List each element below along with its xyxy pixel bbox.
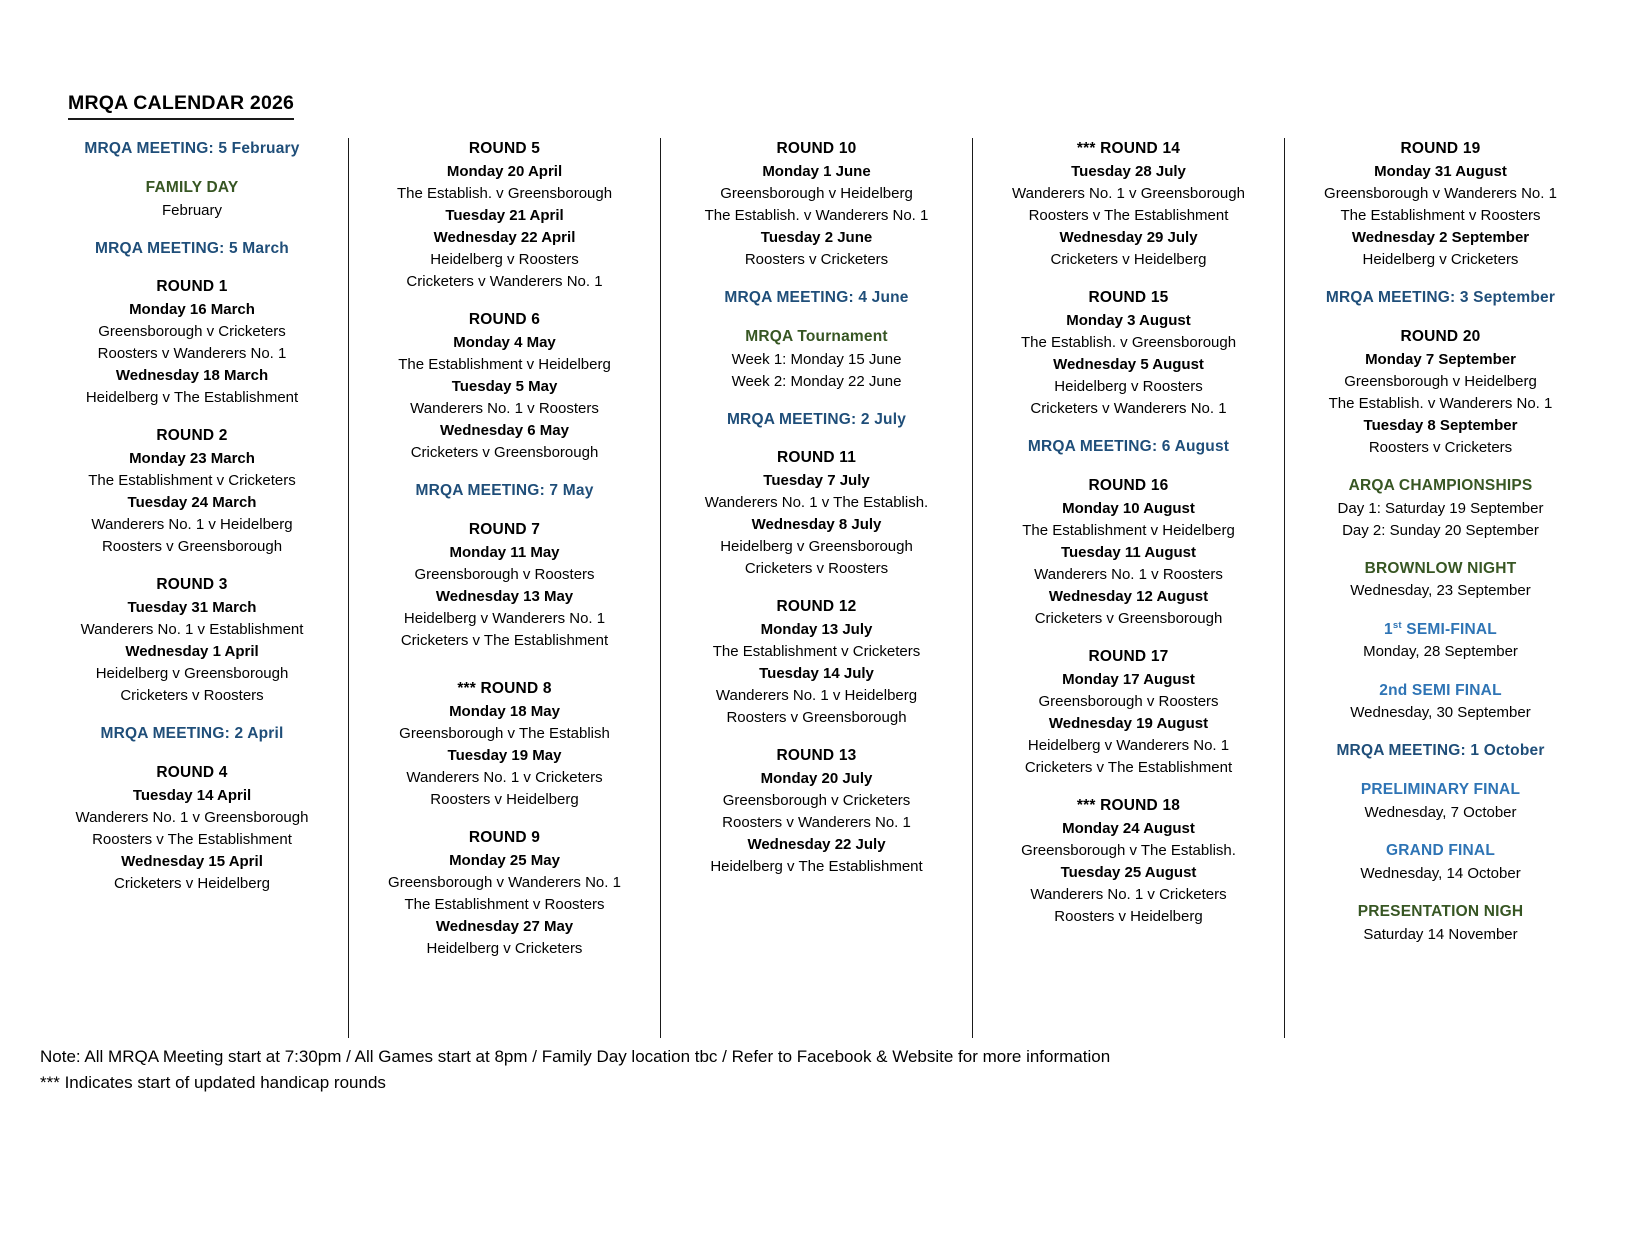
calendar-block bbox=[981, 475, 1276, 630]
block-heading: ARQA CHAMPIONSHIPS bbox=[1348, 476, 1533, 494]
calendar-block bbox=[669, 596, 964, 729]
fixture-date: Monday 10 August bbox=[1062, 499, 1195, 517]
fixture-date: Tuesday 14 July bbox=[759, 665, 874, 683]
fixture-line: Wednesday, 14 October bbox=[1360, 864, 1521, 882]
fixture-line: Wednesday, 23 September bbox=[1350, 582, 1531, 600]
fixture-line: Heidelberg v Roosters bbox=[430, 250, 579, 268]
fixture-line: Greensborough v The Establish. bbox=[1021, 841, 1236, 859]
fixture-line: Wanderers No. 1 v Greensborough bbox=[1012, 184, 1245, 202]
calendar-block bbox=[1293, 840, 1588, 885]
block-heading: ROUND 2 bbox=[156, 427, 228, 445]
fixture-line: Cricketers v Heidelberg bbox=[114, 875, 270, 893]
calendar-block bbox=[357, 519, 652, 652]
fixture-date: Wednesday 19 August bbox=[1048, 714, 1209, 732]
fixture-line: Roosters v Cricketers bbox=[744, 250, 889, 268]
fixture-line: The Establishment v Heidelberg bbox=[1022, 521, 1235, 539]
fixture-date: Wednesday 13 May bbox=[435, 587, 574, 605]
calendar-block bbox=[1293, 558, 1588, 603]
fixture-line: Heidelberg v Greensborough bbox=[720, 538, 913, 556]
fixture-date: Monday 7 September bbox=[1365, 350, 1516, 368]
fixture-date: Monday 13 July bbox=[760, 621, 873, 639]
calendar-block bbox=[1293, 740, 1588, 763]
footer-notes bbox=[40, 1044, 1110, 1097]
column-5 bbox=[1284, 138, 1596, 1038]
note-line-1: Note: All MRQA Meeting start at 7:30pm / All Games start at 8pm / Family Day location tbc / Refer to Facebook & Website for more information bbox=[40, 1047, 1111, 1066]
calendar-block bbox=[1293, 326, 1588, 459]
fixture-date: Wednesday 6 May bbox=[440, 422, 569, 440]
fixture-line: Roosters v Heidelberg bbox=[430, 790, 579, 808]
fixture-line: Cricketers v Wanderers No. 1 bbox=[406, 273, 603, 291]
calendar-columns bbox=[36, 138, 1596, 1038]
block-heading: BROWNLOW NIGHT bbox=[1364, 559, 1517, 577]
fixture-line: Week 1: Monday 15 June bbox=[731, 350, 902, 368]
block-heading: ROUND 1 bbox=[156, 278, 228, 296]
fixture-line: Cricketers v Heidelberg bbox=[1050, 250, 1207, 268]
block-heading: PRELIMINARY FINAL bbox=[1360, 781, 1521, 799]
calendar-block bbox=[1293, 475, 1588, 542]
calendar-block bbox=[1293, 901, 1588, 946]
fixture-line: Wanderers No. 1 v Roosters bbox=[1034, 565, 1223, 583]
fixture-date: Wednesday 12 August bbox=[1048, 587, 1209, 605]
fixture-line: The Establishment v Roosters bbox=[404, 895, 605, 913]
fixture-line: Roosters v Greensborough bbox=[101, 538, 283, 556]
fixture-date: Monday 25 May bbox=[449, 851, 560, 869]
fixture-line: Wednesday, 7 October bbox=[1364, 803, 1517, 821]
fixture-line: The Establish. v Greensborough bbox=[396, 184, 613, 202]
fixture-line: Wanderers No. 1 v Cricketers bbox=[406, 768, 603, 786]
fixture-date: Tuesday 28 July bbox=[1071, 162, 1186, 180]
fixture-date: Tuesday 2 June bbox=[760, 228, 873, 246]
page-title: MRQA CALENDAR 2026 bbox=[68, 92, 294, 120]
calendar-block bbox=[357, 138, 652, 293]
fixture-line: Cricketers v The Establishment bbox=[400, 631, 609, 649]
fixture-line: Roosters v The Establishment bbox=[92, 831, 292, 849]
calendar-block bbox=[1293, 138, 1588, 271]
fixture-line: Wednesday, 30 September bbox=[1350, 704, 1531, 722]
block-heading: MRQA Tournament bbox=[745, 327, 888, 345]
fixture-date: Wednesday 5 August bbox=[1053, 355, 1204, 373]
fixture-date: Tuesday 11 August bbox=[1060, 543, 1197, 561]
block-heading: ROUND 13 bbox=[776, 747, 857, 765]
fixture-line: Roosters v The Establishment bbox=[1028, 206, 1229, 224]
block-heading: 1st SEMI-FINAL bbox=[1384, 619, 1497, 638]
block-heading: MRQA MEETING: 5 February bbox=[84, 140, 300, 157]
fixture-line: The Establish. v Greensborough bbox=[1020, 333, 1237, 351]
fixture-date: Monday 1 June bbox=[762, 162, 871, 180]
block-heading: ROUND 15 bbox=[1088, 289, 1169, 307]
fixture-date: Monday 23 March bbox=[129, 450, 255, 468]
block-heading: ROUND 6 bbox=[468, 311, 541, 329]
fixture-line: Roosters v Wanderers No. 1 bbox=[97, 345, 287, 363]
fixture-date: Tuesday 31 March bbox=[127, 599, 257, 617]
fixture-date: Wednesday 27 May bbox=[435, 917, 574, 935]
block-heading: ROUND 10 bbox=[776, 140, 857, 157]
fixture-line: Heidelberg v Wanderers No. 1 bbox=[1027, 736, 1230, 754]
fixture-line: Roosters v Cricketers bbox=[1368, 438, 1513, 456]
column-4 bbox=[972, 138, 1284, 1038]
block-heading: ROUND 19 bbox=[1400, 140, 1481, 157]
calendar-block bbox=[357, 827, 652, 960]
fixture-line: Greensborough v Heidelberg bbox=[1344, 372, 1537, 390]
calendar-block bbox=[669, 447, 964, 580]
fixture-date: Monday 17 August bbox=[1062, 670, 1195, 688]
fixture-line: Heidelberg v Cricketers bbox=[1362, 250, 1519, 268]
block-heading: MRQA MEETING: 2 July bbox=[726, 410, 907, 428]
fixture-line: Week 2: Monday 22 June bbox=[731, 372, 902, 390]
calendar-block bbox=[669, 138, 964, 271]
fixture-date: Wednesday 1 April bbox=[125, 643, 259, 661]
block-heading: 2nd SEMI FINAL bbox=[1379, 681, 1502, 699]
fixture-line: Monday, 28 September bbox=[1363, 643, 1518, 661]
fixture-line: Cricketers v Greensborough bbox=[1034, 609, 1223, 627]
fixture-line: Greensborough v Cricketers bbox=[722, 792, 911, 810]
fixture-date: Monday 16 March bbox=[129, 301, 255, 319]
fixture-line: Wanderers No. 1 v Roosters bbox=[410, 399, 599, 417]
block-heading: ROUND 17 bbox=[1088, 647, 1169, 665]
fixture-line: Greensborough v Wanderers No. 1 bbox=[388, 873, 621, 891]
fixture-line: Heidelberg v Greensborough bbox=[95, 665, 289, 683]
calendar-block bbox=[44, 238, 340, 261]
calendar-block bbox=[669, 287, 964, 310]
block-heading: ROUND 16 bbox=[1088, 476, 1169, 494]
calendar-block bbox=[669, 745, 964, 878]
calendar-block bbox=[357, 480, 652, 503]
block-heading: MRQA MEETING: 6 August bbox=[1027, 438, 1230, 456]
fixture-line: Cricketers v Roosters bbox=[744, 560, 889, 578]
fixture-date: Wednesday 8 July bbox=[751, 516, 882, 534]
calendar-block bbox=[981, 646, 1276, 779]
fixture-line: Heidelberg v Wanderers No. 1 bbox=[403, 609, 606, 627]
block-heading: ROUND 5 bbox=[468, 140, 541, 157]
fixture-date: Wednesday 29 July bbox=[1059, 228, 1198, 246]
fixture-line: The Establish. v Wanderers No. 1 bbox=[1328, 394, 1553, 412]
column-1 bbox=[36, 138, 348, 895]
fixture-line: Heidelberg v Roosters bbox=[1054, 377, 1203, 395]
calendar-block bbox=[981, 795, 1276, 928]
block-heading: MRQA MEETING: 5 March bbox=[95, 239, 289, 257]
block-heading: MRQA MEETING: 1 October bbox=[1336, 742, 1545, 760]
fixture-line: The Establishment v Cricketers bbox=[712, 643, 921, 661]
fixture-line: Cricketers v The Establishment bbox=[1024, 758, 1233, 776]
fixture-date: Wednesday 18 March bbox=[115, 367, 269, 385]
block-heading: *** ROUND 18 bbox=[1076, 796, 1181, 814]
calendar-block bbox=[357, 309, 652, 464]
fixture-line: Wanderers No. 1 v Establishment bbox=[80, 621, 304, 639]
block-heading: ROUND 4 bbox=[156, 764, 228, 782]
calendar-block bbox=[669, 326, 964, 393]
fixture-line: Cricketers v Greensborough bbox=[410, 444, 599, 462]
fixture-line: Wanderers No. 1 v Greensborough bbox=[75, 809, 309, 827]
calendar-block bbox=[357, 678, 652, 811]
calendar-block bbox=[669, 409, 964, 432]
fixture-date: Monday 20 April bbox=[446, 162, 563, 180]
fixture-line: Greensborough v Roosters bbox=[414, 565, 595, 583]
fixture-line: Greensborough v Roosters bbox=[1038, 692, 1219, 710]
block-heading: MRQA MEETING: 4 June bbox=[724, 289, 909, 307]
fixture-line: Greensborough v Cricketers bbox=[98, 323, 286, 341]
fixture-date: Wednesday 2 September bbox=[1351, 228, 1530, 246]
fixture-date: Monday 31 August bbox=[1374, 162, 1507, 180]
calendar-block bbox=[1293, 680, 1588, 725]
fixture-line: Greensborough v The Establish bbox=[399, 724, 610, 742]
fixture-line: Cricketers v Roosters bbox=[120, 687, 264, 705]
fixture-line: Roosters v Wanderers No. 1 bbox=[722, 814, 911, 832]
block-heading: ROUND 3 bbox=[156, 576, 228, 594]
calendar-block bbox=[44, 276, 340, 409]
fixture-date: Monday 24 August bbox=[1062, 819, 1195, 837]
block-heading: *** ROUND 8 bbox=[457, 679, 552, 697]
fixture-date: Wednesday 22 July bbox=[747, 836, 886, 854]
fixture-line: Wanderers No. 1 v The Establish. bbox=[704, 494, 929, 512]
fixture-date: Tuesday 21 April bbox=[445, 206, 564, 224]
calendar-block bbox=[981, 287, 1276, 420]
fixture-line: Heidelberg v The Establishment bbox=[85, 389, 299, 407]
fixture-line: The Establishment v Heidelberg bbox=[398, 355, 611, 373]
block-heading: FAMILY DAY bbox=[145, 178, 239, 196]
block-heading: ROUND 9 bbox=[468, 828, 541, 846]
calendar-block bbox=[44, 574, 340, 707]
fixture-line: The Establish. v Wanderers No. 1 bbox=[704, 206, 929, 224]
calendar-block bbox=[981, 138, 1276, 271]
fixture-line: Greensborough v Wanderers No. 1 bbox=[1324, 184, 1557, 202]
fixture-line: Heidelberg v The Establishment bbox=[710, 858, 923, 876]
block-heading: MRQA MEETING: 3 September bbox=[1325, 289, 1556, 307]
block-heading: ROUND 12 bbox=[776, 598, 857, 616]
fixture-line: Day 1: Saturday 19 September bbox=[1337, 499, 1544, 517]
fixture-line: Wanderers No. 1 v Heidelberg bbox=[91, 516, 293, 534]
fixture-line: The Establishment v Cricketers bbox=[88, 472, 296, 490]
fixture-date: Wednesday 22 April bbox=[433, 228, 576, 246]
calendar-block bbox=[1293, 287, 1588, 310]
fixture-date: Monday 4 May bbox=[453, 333, 556, 351]
fixture-line: Wanderers No. 1 v Cricketers bbox=[1030, 885, 1227, 903]
column-2 bbox=[348, 138, 660, 1038]
block-heading: GRAND FINAL bbox=[1386, 841, 1495, 859]
calendar-block bbox=[44, 138, 340, 161]
calendar-block bbox=[1293, 619, 1588, 664]
block-heading: ROUND 20 bbox=[1400, 327, 1481, 345]
fixture-line: Cricketers v Wanderers No. 1 bbox=[1030, 399, 1227, 417]
block-heading: PRESENTATION NIGH bbox=[1357, 902, 1524, 920]
block-heading: MRQA MEETING: 7 May bbox=[415, 482, 594, 500]
calendar-block bbox=[44, 177, 340, 222]
column-3 bbox=[660, 138, 972, 1038]
fixture-date: Tuesday 5 May bbox=[451, 377, 558, 395]
fixture-line: Heidelberg v Cricketers bbox=[426, 939, 583, 957]
calendar-block bbox=[44, 425, 340, 558]
fixture-date: Monday 20 July bbox=[760, 770, 873, 788]
fixture-date: Wednesday 15 April bbox=[121, 853, 263, 871]
fixture-line: Saturday 14 November bbox=[1363, 925, 1518, 943]
block-heading: *** ROUND 14 bbox=[1076, 140, 1181, 157]
fixture-date: Tuesday 7 July bbox=[763, 472, 870, 490]
fixture-line: Roosters v Heidelberg bbox=[1054, 907, 1203, 925]
fixture-line: Day 2: Sunday 20 September bbox=[1342, 521, 1539, 539]
block-heading: ROUND 11 bbox=[776, 449, 857, 467]
fixture-line: The Establishment v Roosters bbox=[1340, 206, 1541, 224]
fixture-line: Greensborough v Heidelberg bbox=[720, 184, 913, 202]
fixture-date: Tuesday 19 May bbox=[447, 746, 562, 764]
fixture-date: Tuesday 14 April bbox=[132, 787, 252, 804]
fixture-line: Wanderers No. 1 v Heidelberg bbox=[715, 687, 918, 705]
calendar-block bbox=[44, 723, 340, 746]
fixture-line: February bbox=[161, 201, 223, 219]
fixture-date: Monday 11 May bbox=[449, 543, 560, 561]
block-heading: ROUND 7 bbox=[468, 520, 541, 538]
block-heading: MRQA MEETING: 2 April bbox=[100, 725, 284, 743]
fixture-date: Tuesday 24 March bbox=[127, 494, 257, 512]
note-line-2: *** Indicates start of updated handicap rounds bbox=[40, 1073, 386, 1093]
fixture-date: Monday 18 May bbox=[449, 702, 560, 720]
fixture-date: Monday 3 August bbox=[1066, 311, 1191, 329]
fixture-date: Tuesday 25 August bbox=[1060, 863, 1197, 881]
calendar-block bbox=[981, 436, 1276, 459]
fixture-date: Tuesday 8 September bbox=[1363, 416, 1518, 434]
calendar-block bbox=[44, 762, 340, 895]
fixture-line: Roosters v Greensborough bbox=[726, 709, 907, 727]
calendar-block bbox=[1293, 779, 1588, 824]
